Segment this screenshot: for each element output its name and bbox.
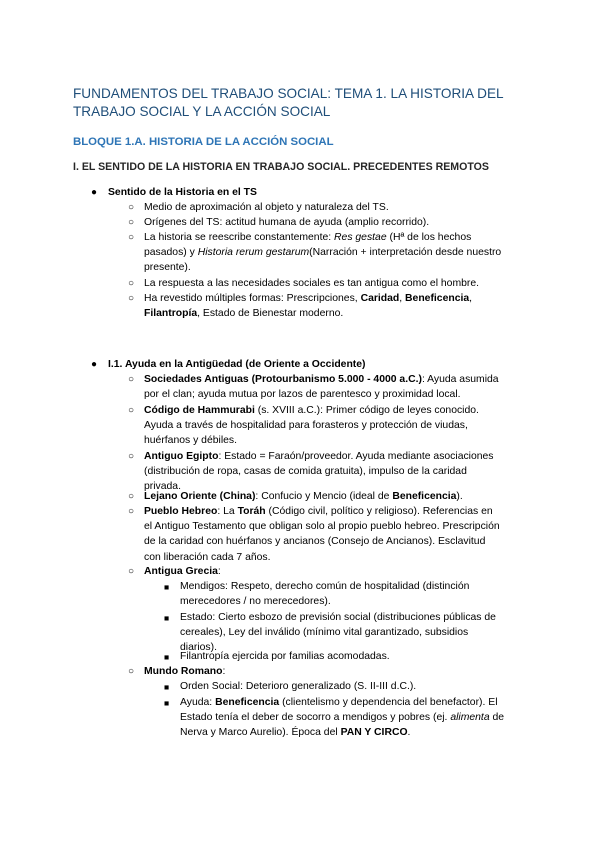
list-item-egipto: Antiguo Egipto: Estado = Faraón/proveedor. Ayuda mediante asociaciones (distribución de ropa, casas de comida gratuita), impulso de la caridad privada. [144,451,494,493]
circle-bullet-icon: ○ [128,666,135,677]
circle-bullet-icon: ○ [128,491,135,502]
roma-heading: Mundo Romano: [144,666,226,677]
circle-bullet-icon: ○ [128,566,135,577]
grecia-item: Filantropía ejercida por familias acomodadas. [180,651,390,662]
disc-bullet-icon: ● [91,187,98,198]
grecia-item: Estado: Cierto esbozo de previsión social (distribuciones públicas de cereales), Ley del inválido (mínimo vital garantizado, subsidios diarios). [180,612,496,654]
document-title: FUNDAMENTOS DEL TRABAJO SOCIAL: TEMA 1. LA HISTORIA DEL TRABAJO SOCIAL Y LA ACCIÓN SOCIAL [73,86,504,119]
grecia-item: Mendigos: Respeto, derecho común de hospitalidad (distinción merecedores / no merecedores). [180,581,470,608]
list-item: La historia se reescribe constantemente: Res gestae (Hª de los hechos pasados) y Historia rerum gestarum(Narración + interpretación desde nuestro presente). [144,232,502,274]
circle-bullet-icon: ○ [128,374,135,385]
circle-bullet-icon: ○ [128,405,135,416]
square-bullet-icon: ■ [164,582,170,592]
square-bullet-icon: ■ [164,698,170,708]
list-item: La respuesta a las necesidades sociales es tan antigua como el hombre. [144,278,480,289]
bloque-heading: BLOQUE 1.A. HISTORIA DE LA ACCIÓN SOCIAL [73,136,334,148]
list-item: Orígenes del TS: actitud humana de ayuda (amplio recorrido). [144,217,430,228]
circle-bullet-icon: ○ [128,293,135,304]
list-item-hammurabi: Código de Hammurabi (s. XVIII a.C.): Primer código de leyes conocido. Ayuda a través de hospitalidad para forasteros y protección de viudas, huérfanos y débiles. [144,405,479,447]
circle-bullet-icon: ○ [128,506,135,517]
section-heading: I. EL SENTIDO DE LA HISTORIA EN TRABAJO SOCIAL. PRECEDENTES REMOTOS [73,161,489,173]
square-bullet-icon: ■ [164,652,170,662]
grecia-heading: Antigua Grecia: [144,566,221,577]
roma-item: Orden Social: Deterioro generalizado (S. II-III d.C.). [180,681,417,692]
square-bullet-icon: ■ [164,613,170,623]
disc-bullet-icon: ● [91,359,98,370]
circle-bullet-icon: ○ [128,451,135,462]
list-item: Ha revestido múltiples formas: Prescripciones, Caridad, Beneficencia, Filantropía, Estado de Bienestar moderno. [144,293,473,320]
circle-bullet-icon: ○ [128,202,135,213]
square-bullet-icon: ■ [164,682,170,692]
list-item-hebreo: Pueblo Hebreo: La Toráh (Código civil, político y religioso). Referencias en el Antiguo Testamento que obligan solo al propio pueblo hebreo. Prescripción de la caridad con huérfanos y ancianos (Consejo de Ancianos). Esclavitud con liberación cada 7 años. [144,506,500,563]
list-item-sociedades: Sociedades Antiguas (Protourbanismo 5.000 - 4000 a.C.): Ayuda asumida por el clan; ayuda mutua por lazos de parentesco y proximidad local. [144,374,499,401]
sentido-heading: Sentido de la Historia en el TS [108,187,257,198]
roma-item: Ayuda: Beneficencia (clientelismo y dependencia del benefactor). El Estado tenía el deber de socorro a mendigos y pobres (ej. alimenta de Nerva y Marco Aurelio). Época del PAN Y CIRCO. [180,697,505,739]
list-item-oriente: Lejano Oriente (China): Confucio y Mencio (ideal de Beneficencia). [144,491,463,502]
circle-bullet-icon: ○ [128,232,135,243]
circle-bullet-icon: ○ [128,217,135,228]
circle-bullet-icon: ○ [128,278,135,289]
ayuda-heading: I.1. Ayuda en la Antigüedad (de Oriente a Occidente) [108,359,366,370]
list-item: Medio de aproximación al objeto y naturaleza del TS. [144,202,389,213]
